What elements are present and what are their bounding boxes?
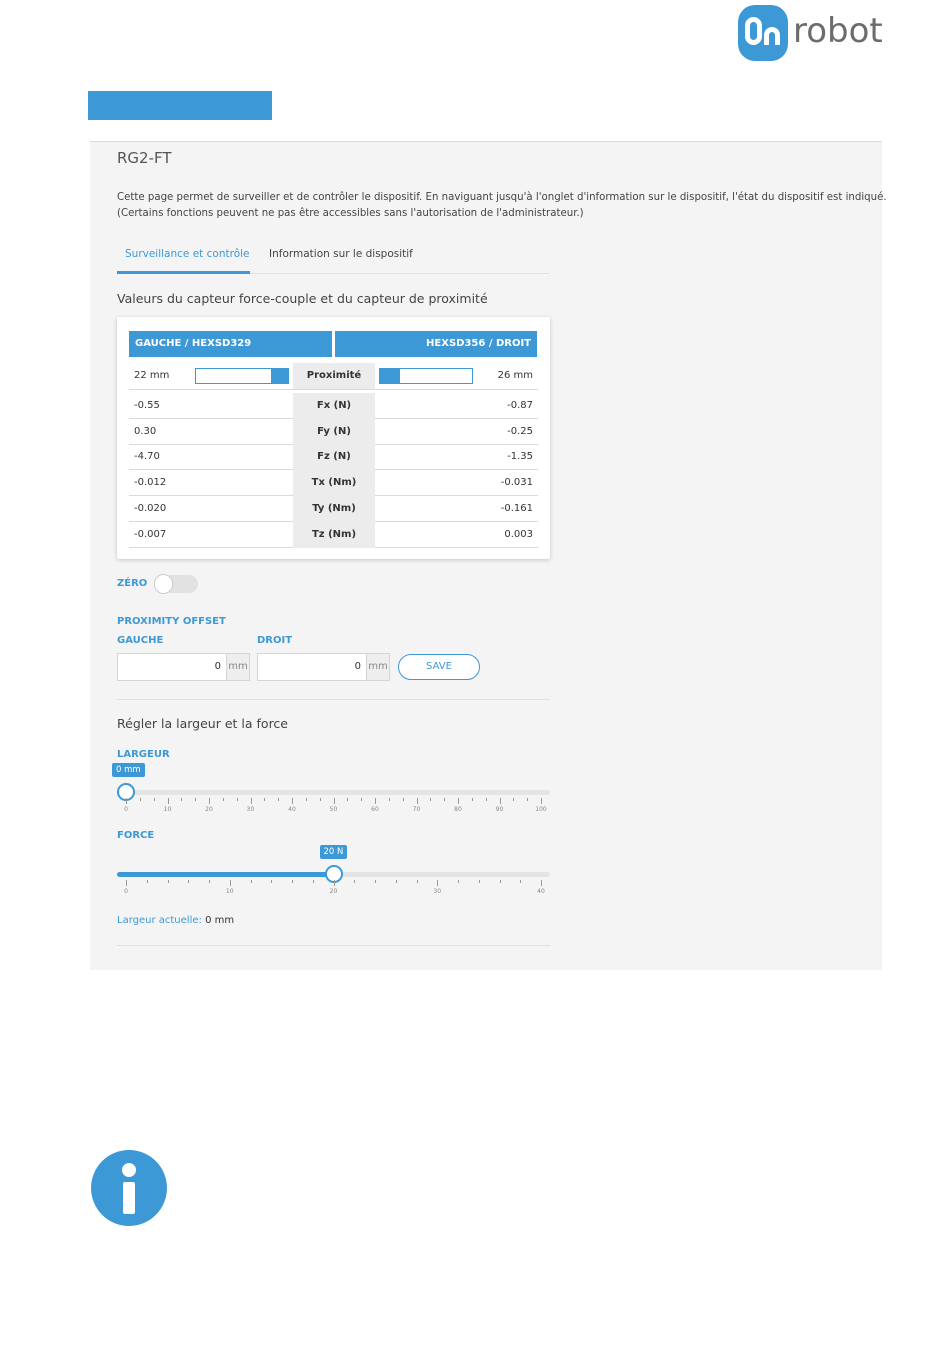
slider-tick xyxy=(168,880,169,883)
slider-tick-label: 20 xyxy=(329,888,338,895)
device-panel xyxy=(90,141,887,970)
right-value: -0.031 xyxy=(500,477,533,488)
slider-tick xyxy=(458,880,459,883)
row-label: Fx (N) xyxy=(293,393,375,419)
current-width-label: Largeur actuelle: xyxy=(117,915,202,926)
slider-tick xyxy=(444,798,445,801)
right-sensor-header: HEXSD356 / DROIT xyxy=(335,331,537,357)
slider-tick xyxy=(334,880,335,886)
left-value: -0.020 xyxy=(134,503,167,514)
width-label: LARGEUR xyxy=(117,749,170,760)
description-line-2: (Certains fonctions peuvent ne pas être accessibles sans l'autorisation de l'administrateur.) xyxy=(117,208,584,219)
slider-tick-label: 30 xyxy=(246,806,255,813)
description-line-1: Cette page permet de surveiller et de contrôler le dispositif. En naviguant jusqu'à l'onglet d'information sur le dispositif, l'état du dispositif est indiqué. xyxy=(117,192,887,203)
slider-tick xyxy=(458,798,459,804)
header-bar xyxy=(88,91,272,120)
page-title: RG2-FT xyxy=(117,149,172,167)
slider-tick xyxy=(403,798,404,801)
slider-tick xyxy=(140,798,141,801)
slider-tick xyxy=(396,880,397,883)
row-label: Tz (Nm) xyxy=(293,522,375,548)
slider-tick xyxy=(292,880,293,883)
slider-tick xyxy=(320,798,321,801)
force-value-bubble: 20 N xyxy=(320,845,348,859)
row-label: Tx (Nm) xyxy=(293,470,375,496)
left-value: -0.012 xyxy=(134,477,167,488)
width-slider-track[interactable] xyxy=(117,790,550,795)
offset-right-unit: mm xyxy=(366,654,389,680)
right-value: 0.003 xyxy=(504,529,533,540)
zero-toggle[interactable] xyxy=(154,575,198,593)
toggle-knob[interactable] xyxy=(154,574,173,594)
width-value-bubble: 0 mm xyxy=(112,763,145,777)
slider-tick-label: 40 xyxy=(537,888,545,895)
sensor-card xyxy=(117,317,550,559)
right-value: -0.25 xyxy=(507,426,533,437)
right-value: -0.161 xyxy=(500,503,533,514)
table-row xyxy=(129,419,538,445)
slider-tick xyxy=(472,798,473,801)
proximity-right-bar xyxy=(379,368,473,384)
slider-tick xyxy=(264,798,265,801)
slider-tick-label: 30 xyxy=(433,888,442,895)
row-label: Ty (Nm) xyxy=(293,496,375,522)
left-value: -0.55 xyxy=(134,400,160,411)
slider-tick xyxy=(417,880,418,883)
slider-tick xyxy=(181,798,182,801)
slider-tick xyxy=(354,880,355,883)
slider-tick xyxy=(154,798,155,801)
slider-tick xyxy=(361,798,362,801)
slider-tick-label: 20 xyxy=(205,806,213,813)
onrobot-logo xyxy=(738,5,883,63)
slider-tick xyxy=(334,798,335,804)
slider-tick xyxy=(500,880,501,883)
tab-monitoring[interactable]: Surveillance et contrôle xyxy=(117,242,250,274)
slider-tick-label: 50 xyxy=(329,806,338,813)
slider-tick xyxy=(237,798,238,801)
slider-tick xyxy=(251,798,252,804)
proximity-offset-title: PROXIMITY OFFSET xyxy=(117,616,226,627)
slider-tick xyxy=(541,798,542,804)
sensor-section-title: Valeurs du capteur force-couple et du capteur de proximité xyxy=(117,291,488,306)
proximity-row xyxy=(129,363,538,390)
proximity-left-bar xyxy=(195,368,289,384)
slider-tick xyxy=(195,798,196,801)
slider-tick xyxy=(541,880,542,886)
slider-tick-label: 70 xyxy=(412,806,421,813)
slider-tick xyxy=(126,880,127,886)
slider-tick xyxy=(188,880,189,883)
tab-bar xyxy=(117,242,549,274)
current-width xyxy=(117,915,234,926)
slider-tick xyxy=(375,798,376,804)
slider-tick xyxy=(209,880,210,883)
logo-text: robot xyxy=(793,11,883,51)
slider-tick xyxy=(292,798,293,804)
left-sensor-header: GAUCHE / HEXSD329 xyxy=(129,331,332,357)
slider-tick-label: 10 xyxy=(225,888,234,895)
force-slider-fill xyxy=(117,872,334,877)
slider-tick-label: 80 xyxy=(454,806,462,813)
right-value: -0.87 xyxy=(507,400,533,411)
left-value: 0.30 xyxy=(134,426,157,437)
table-row xyxy=(129,444,538,470)
slider-tick xyxy=(147,880,148,883)
slider-tick-label: 0 xyxy=(124,888,128,895)
current-width-value: 0 mm xyxy=(205,915,235,926)
proximity-right-value: 26 mm xyxy=(497,370,533,381)
offset-right-value[interactable]: 0 xyxy=(354,661,361,672)
proximity-label: Proximité xyxy=(293,363,375,389)
slider-tick-label: 10 xyxy=(163,806,172,813)
offset-right-label: DROIT xyxy=(257,635,293,646)
proximity-left-value: 22 mm xyxy=(134,370,170,381)
slider-tick xyxy=(417,798,418,804)
slider-tick xyxy=(313,880,314,883)
slider-tick-label: 40 xyxy=(288,806,296,813)
save-button[interactable]: SAVE xyxy=(398,654,480,680)
slider-tick xyxy=(527,798,528,801)
table-row xyxy=(129,522,538,548)
slider-tick xyxy=(251,880,252,883)
row-label: Fz (N) xyxy=(293,444,375,470)
slider-tick xyxy=(230,880,231,886)
grip-section-title: Régler la largeur et la force xyxy=(117,716,288,731)
offset-left-label: GAUCHE xyxy=(117,635,164,646)
slider-tick xyxy=(389,798,390,801)
offset-right-input[interactable] xyxy=(257,653,390,681)
slider-tick-label: 0 xyxy=(124,806,128,813)
slider-tick xyxy=(437,880,438,886)
slider-tick-label: 90 xyxy=(495,806,504,813)
slider-tick xyxy=(375,880,376,883)
zero-label: ZÉRO xyxy=(117,578,148,589)
row-label: Fy (N) xyxy=(293,419,375,445)
slider-tick xyxy=(347,798,348,801)
slider-tick xyxy=(486,798,487,801)
offset-left-unit: mm xyxy=(226,654,249,680)
right-value: -1.35 xyxy=(507,451,533,462)
offset-left-value[interactable]: 0 xyxy=(214,661,221,672)
page-description xyxy=(117,190,887,222)
slider-tick xyxy=(278,798,279,801)
slider-tick-label: 60 xyxy=(371,806,379,813)
left-value: -0.007 xyxy=(134,529,167,540)
info-icon xyxy=(91,1150,167,1226)
slider-tick xyxy=(168,798,169,804)
slider-tick xyxy=(500,798,501,804)
slider-tick xyxy=(223,798,224,801)
slider-tick-label: 100 xyxy=(535,806,547,813)
divider xyxy=(117,945,550,946)
slider-tick xyxy=(126,798,127,804)
table-row xyxy=(129,496,538,522)
force-label: FORCE xyxy=(117,830,155,841)
table-row xyxy=(129,393,538,419)
divider xyxy=(117,699,550,700)
offset-left-input[interactable] xyxy=(117,653,250,681)
slider-tick xyxy=(209,798,210,804)
left-value: -4.70 xyxy=(134,451,160,462)
table-row xyxy=(129,470,538,496)
slider-tick xyxy=(271,880,272,883)
slider-tick xyxy=(430,798,431,801)
tab-device-info[interactable]: Information sur le dispositif xyxy=(269,248,413,260)
slider-tick xyxy=(306,798,307,801)
slider-tick xyxy=(513,798,514,801)
logo-mark xyxy=(738,5,788,61)
slider-tick xyxy=(479,880,480,883)
slider-tick xyxy=(520,880,521,883)
